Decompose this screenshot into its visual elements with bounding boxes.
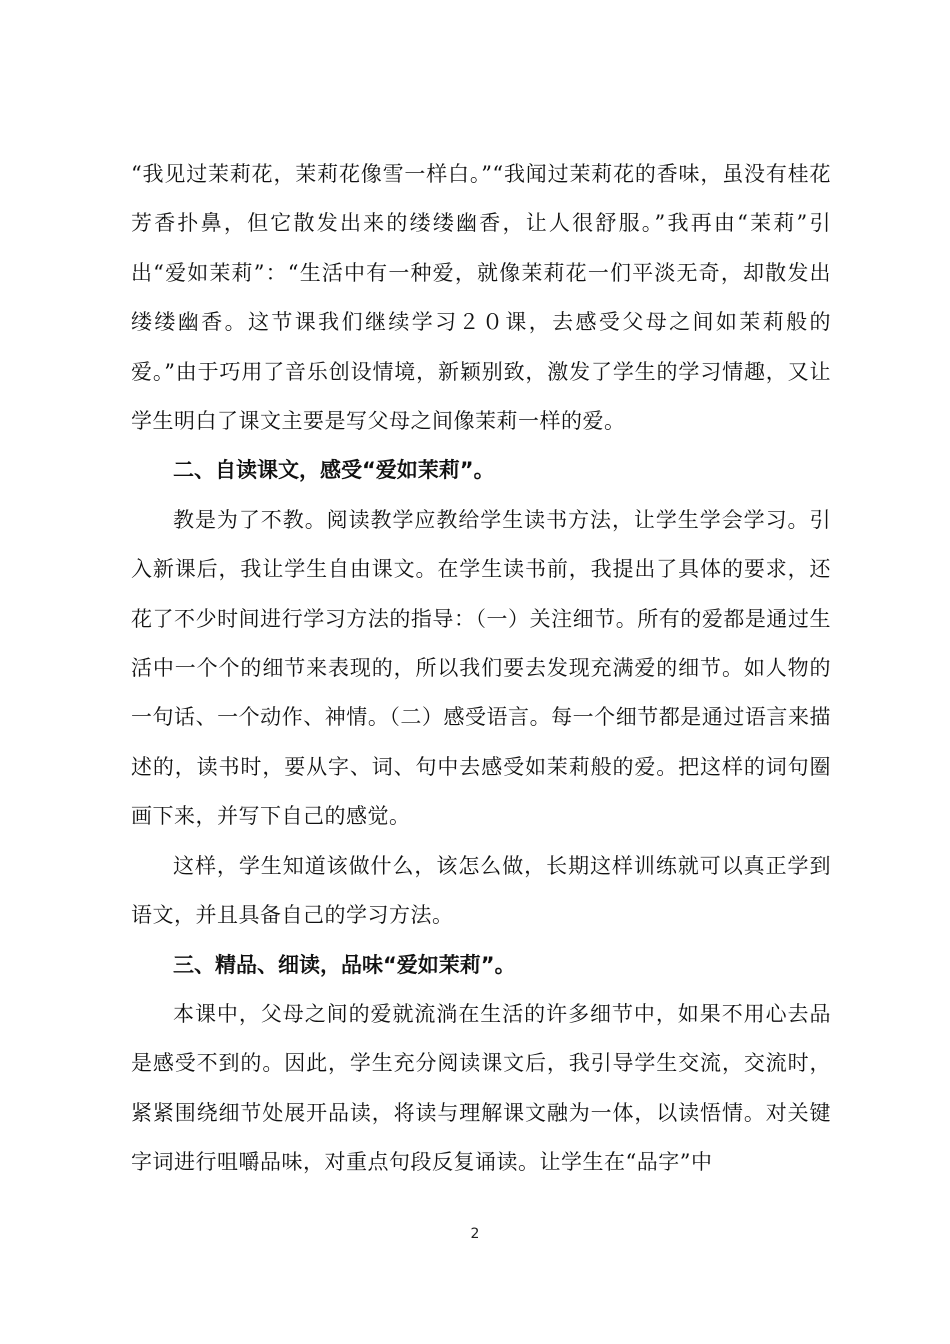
paragraph-reading-method: 教是为了不教。阅读教学应教给学生读书方法，让学生学会学习。引入新课后，我让学生自由课文。在学生读书前，我提出了具体的要求，还花了不少时间进行学习方法的指导：（一）关注细节。所有的爱都是通过生活中一个个的细节来表现的，所以我们要去发现充满爱的细节。如人物的一句话、一个动作、神情。（二）感受语言。每一个细节都是通过语言来描述的，读书时，要从字、词、句中去感受如茉莉般的爱。把这样的词句圈画下来，并写下自己的感觉。 [131, 507, 831, 829]
paragraph-intro-continuation: “我见过茉莉花，茉莉花像雪一样白。”“我闻过茉莉花的香味，虽没有桂花芳香扑鼻，但它散发出来的缕缕幽香，让人很舒服。”我再由“茉莉”引出“爱如茉莉”：“生活中有一种爱，就像茉莉花一们平淡无奇，却散发出缕缕幽香。这节课我们继续学习２０课，去感受父母之间如茉莉般的爱。”由于巧用了音乐创设情境，新颖别致，激发了学生的学习情趣，又让学生明白了课文主要是写父母之间像茉莉一样的爱。 [131, 162, 831, 434]
section-heading-2: 二、自读课文，感受“爱如茉莉”。 [173, 458, 495, 483]
section-heading-3: 三、精品、细读，品味“爱如茉莉”。 [173, 952, 516, 977]
page-number: 2 [470, 1226, 480, 1242]
paragraph-detail-reading: 本课中，父母之间的爱就流淌在生活的许多细节中，如果不用心去品是感受不到的。因此，学生充分阅读课文后，我引导学生交流，交流时，紧紧围绕细节处展开品读，将读与理解课文融为一体，以读悟情。对关键字词进行咀嚼品味，对重点句段反复诵读。让学生在“品字”中 [131, 1001, 831, 1175]
paragraph-training-result: 这样，学生知道该做什么，该怎么做，长期这样训练就可以真正学到语文，并且具备自己的学习方法。 [131, 853, 831, 928]
document-body [131, 150, 831, 1188]
